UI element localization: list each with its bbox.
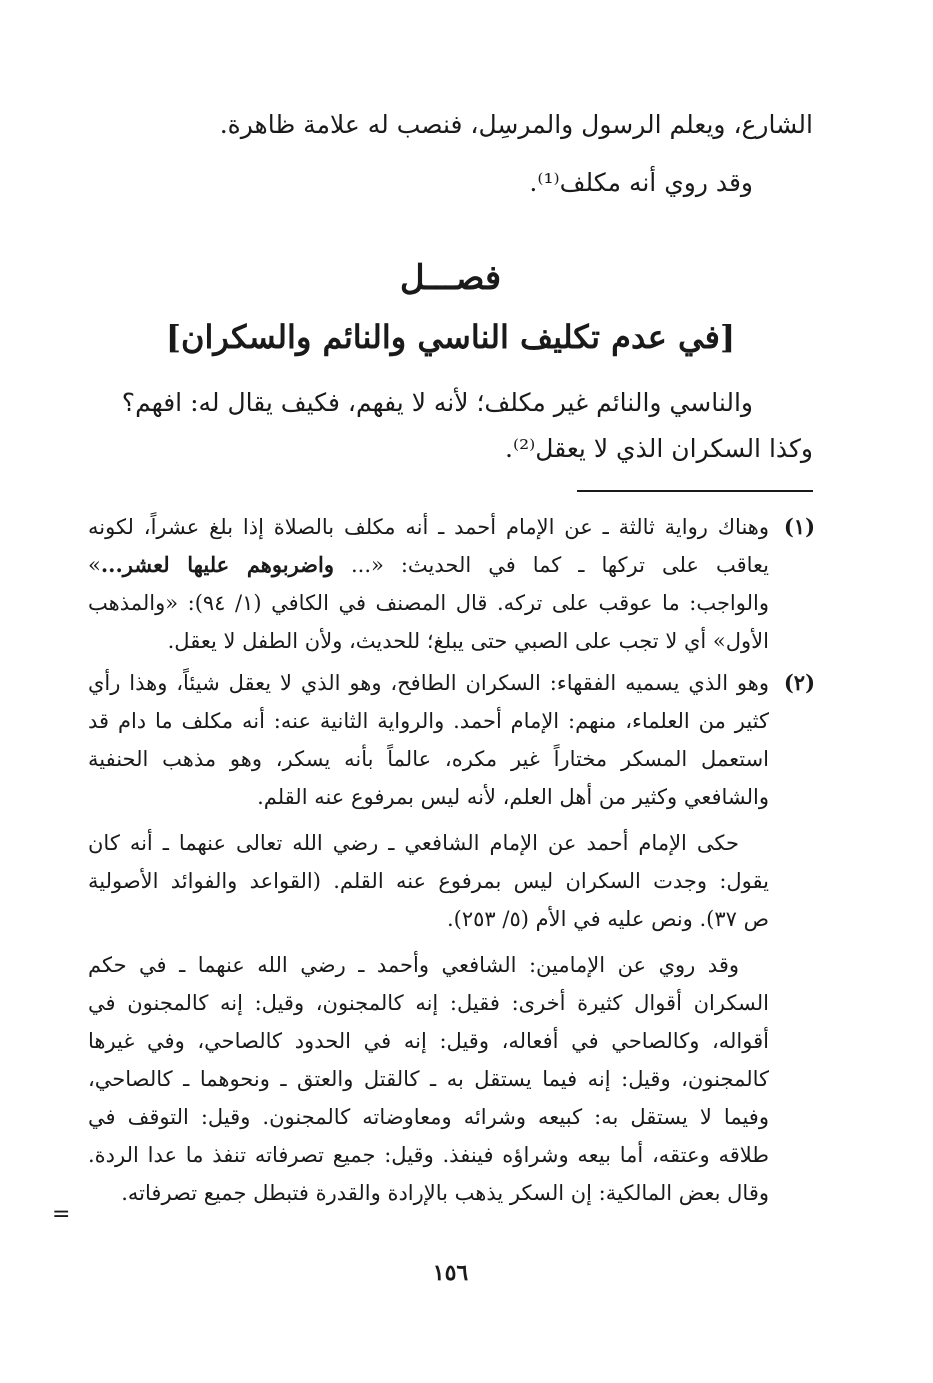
paragraph-main-line-1: والناسي والنائم غير مكلف؛ لأنه لا يفهم، فكيف يقال له: افهم؟ [121, 388, 753, 417]
footnote-1-line-1: وهناك رواية ثالثة ـ عن الإمام أحمد ـ أنه مكلف بالصلاة إذا بلغ عشراً، لكونه [88, 515, 769, 539]
continuation-mark: = [52, 1202, 71, 1227]
footnote-1 [88, 508, 813, 660]
footnotes [88, 508, 813, 1216]
footnote-2-c-line-2: السكران أقوال كثيرة أخرى: فقيل: إنه كالمجنون، وقيل: إنه كالمجنون في [88, 991, 769, 1015]
footnote-2 [88, 664, 813, 1212]
footnote-separator [577, 490, 813, 492]
footnote-2-c-line-4: كالمجنون، وقيل: إنه فيما يستقل به ـ كالقتل والعتق ـ ونحوهما ـ كالصاحي، [88, 1067, 769, 1091]
footnote-2-number: (٢) [783, 670, 815, 695]
footnote-2-part-c [88, 946, 769, 1212]
footnote-2-part-b [88, 824, 769, 938]
footnote-1-line-4: الأول» أي لا تجب على الصبي حتى يبلغ؛ للحديث، ولأن الطفل لا يعقل. [167, 629, 769, 653]
footnote-2-b-line-2: يقول: وجدت السكران ليس بمرفوع عنه القلم. (القواعد والفوائد الأصولية [88, 869, 769, 893]
footnote-2-c-line-3: أقواله، وكالصاحي في أفعاله، وقيل: إنه في الحدود كالصاحي، وفي غيرها [88, 1029, 769, 1053]
footnote-2-a-line-2: كثير من العلماء، منهم: الإمام أحمد. والرواية الثانية عنه: أنه مكلف ما دام قد [88, 709, 769, 733]
page-number: ١٥٦ [432, 1260, 469, 1286]
footnote-2-a-line-3: استعمل المسكر مختاراً غير مكره، عالماً بأنه يسكر، وهو مذهب الحنفية [88, 747, 769, 771]
footnote-1-line-2-post: » [88, 553, 101, 577]
footnote-2-a-line-4: والشافعي وكثير من أهل العلم، لأنه ليس بمرفوع عنه القلم. [257, 785, 769, 809]
text-line-1: الشارع، ويعلم الرسول والمرسِل، فنصب له علامة ظاهرة. [219, 110, 813, 139]
footnote-2-c-line-7: وقال بعض المالكية: إن السكر يذهب بالإرادة والقدرة فتبطل جميع تصرفاته. [121, 1181, 769, 1205]
footnote-2-c-line-1: وقد روي عن الإمامين: الشافعي وأحمد ـ رضي الله عنهما ـ في حكم [88, 953, 739, 977]
section-subtitle: [في عدم تكليف الناسي والنائم والسكران] [165, 318, 736, 356]
footnote-1-line-2 [88, 546, 769, 584]
paragraph-main-line-2: وكذا السكران الذي لا يعقل⁽²⁾. [505, 434, 813, 463]
footnote-2-c-line-6: طلاقه وعتقه، أما بيعه وشراؤه فينفذ. وقيل: جميع تصرفاته تنفذ ما عدا الردة. [88, 1143, 769, 1167]
footnote-1-number: (١) [783, 514, 815, 539]
footnote-2-b-line-3: ص ٣٧). ونص عليه في الأم (٥/ ٢٥٣). [447, 907, 769, 931]
footnote-2-b-line-1: حكى الإمام أحمد عن الإمام الشافعي ـ رضي الله تعالى عنهما ـ أنه كان [88, 831, 739, 855]
paragraph-main [88, 380, 813, 472]
text-line-2: وقد روي أنه مكلف⁽¹⁾. [529, 168, 753, 197]
footnote-2-a-line-1: وهو الذي يسميه الفقهاء: السكران الطافح، وهو الذي لا يعقل شيئاً، وهذا رأي [88, 671, 769, 695]
footnote-1-line-2-pre: يعاقب على تركها ـ كما في الحديث: «... [333, 553, 769, 577]
footnote-2-part-a [88, 664, 769, 816]
hadith-quote: واضربوهم عليها لعشر... [100, 552, 334, 577]
section-title: فصـــل [399, 258, 502, 298]
footnote-2-c-line-5: وفيما لا يستقل به: كبيعه وشرائه ومعاوضاته كالمجنون. وقيل: التوقف في [88, 1105, 769, 1129]
footnote-1-line-3: والواجب: ما عوقب على تركه. قال المصنف في الكافي (١/ ٩٤): «والمذهب [88, 591, 769, 615]
